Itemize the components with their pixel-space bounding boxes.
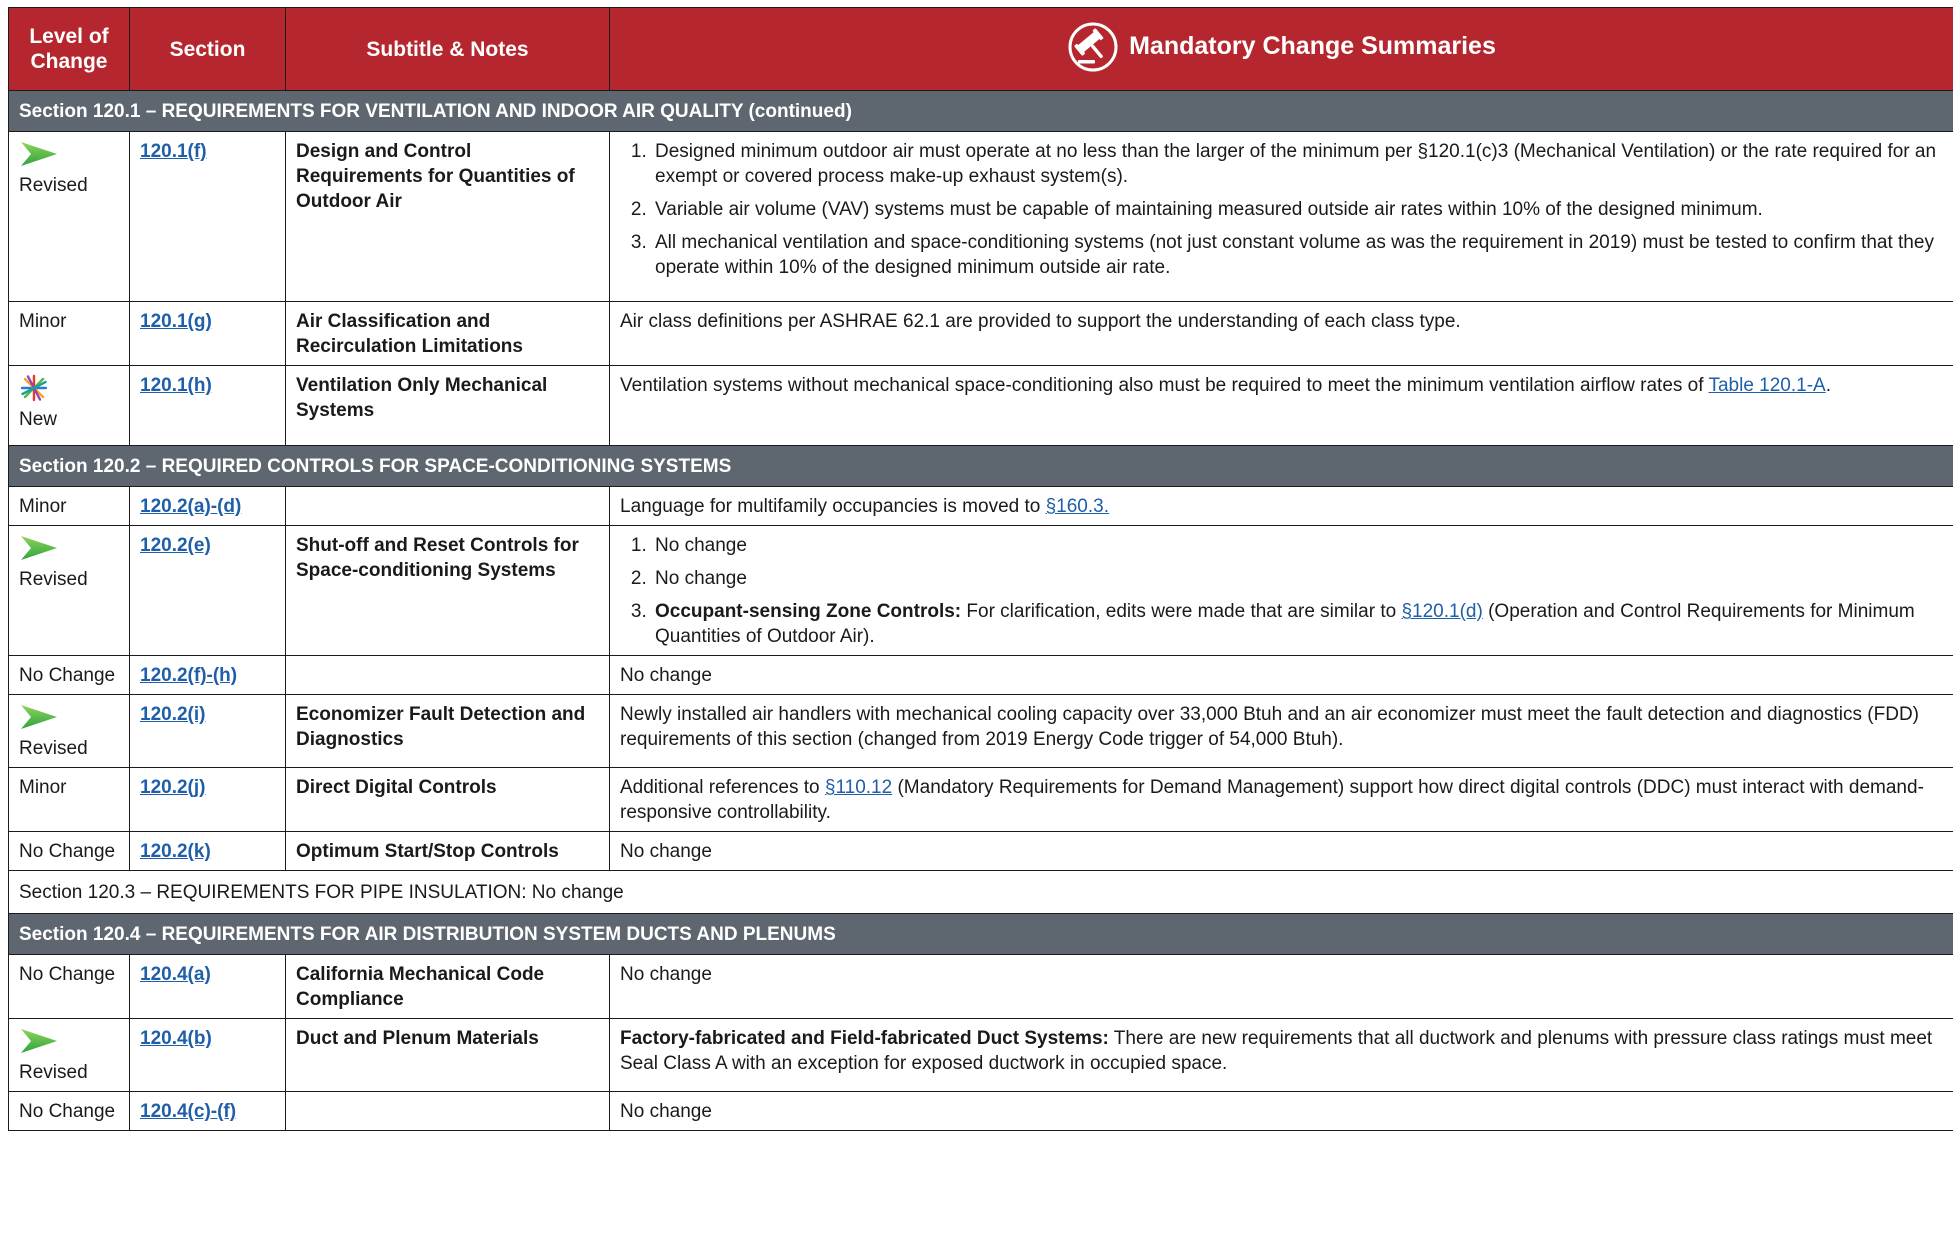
section-link[interactable]: 120.1(g) — [140, 311, 212, 332]
level-cell — [9, 132, 130, 302]
gavel-icon — [1067, 21, 1119, 73]
level-label: New — [19, 409, 58, 430]
change-summary-table — [8, 7, 1953, 1131]
section-cell — [130, 656, 286, 695]
table-row — [9, 366, 1953, 446]
table-row — [9, 955, 1953, 1019]
summary-item: 2. No change — [652, 566, 1943, 591]
subtitle-cell — [286, 366, 610, 446]
subtitle-text: Ventilation Only Mechanical Systems — [296, 375, 548, 421]
summary-cell — [610, 1019, 1953, 1092]
section-header-row — [9, 446, 1953, 487]
table-row — [9, 526, 1953, 656]
summary-text: Ventilation systems without mechanical space-conditioning also must be required to meet the minimum ventilation airflow rates of — [620, 375, 1709, 396]
summary-cell — [610, 487, 1953, 526]
table-row — [9, 768, 1953, 832]
summary-list — [620, 533, 1943, 649]
table-row — [9, 695, 1953, 768]
section-cell — [130, 695, 286, 768]
section-link[interactable]: 120.1(h) — [140, 375, 212, 396]
header-mandatory — [610, 8, 1953, 91]
subtitle-text: Optimum Start/Stop Controls — [296, 841, 559, 862]
subtitle-text: Design and Control Requirements for Quantities of Outdoor Air — [296, 141, 575, 212]
table-row — [9, 1092, 1953, 1131]
level-cell: No Change — [9, 955, 130, 1019]
level-cell: No Change — [9, 832, 130, 871]
section-cell — [130, 1019, 286, 1092]
level-label: Revised — [19, 175, 88, 196]
section-cell — [130, 132, 286, 302]
level-cell — [9, 526, 130, 656]
section-cell — [130, 832, 286, 871]
section-cell — [130, 487, 286, 526]
level-cell — [9, 366, 130, 446]
table-row — [9, 832, 1953, 871]
summary-cell: Newly installed air handlers with mechanical cooling capacity over 33,000 Btuh and an air economizer must meet the fault detection and diagnostics (FDD) requirements of this section (changed from 2019 Energy Code trigger of 54,000 Btuh). — [610, 695, 1953, 768]
summary-item: 1. Designed minimum outdoor air must operate at no less than the larger of the minimum per §120.1(c)3 (Mechanical Ventilation) or the rate required for an exempt or covered process make-up exhaust system(s). — [652, 139, 1943, 189]
subtitle-cell — [286, 132, 610, 302]
level-cell — [9, 695, 130, 768]
section-cell — [130, 955, 286, 1019]
section-header-row — [9, 91, 1953, 132]
subtitle-cell — [286, 656, 610, 695]
summary-text: For clarification, edits were made that are similar to — [961, 601, 1402, 622]
table-row — [9, 487, 1953, 526]
summary-cell — [610, 768, 1953, 832]
section-link[interactable]: 120.4(b) — [140, 1028, 212, 1049]
section-header-row — [9, 914, 1953, 955]
revised-arrow-icon — [19, 1026, 59, 1056]
header-subtitle: Subtitle & Notes — [286, 8, 610, 91]
code-reference-link[interactable]: §110.12 — [824, 777, 893, 798]
header-level: Level of Change — [9, 8, 130, 91]
section-cell — [130, 526, 286, 656]
table-header-row — [9, 8, 1953, 91]
summary-item: 3. All mechanical ventilation and space-conditioning systems (not just constant volume as was the requirement in 2019) must be tested to confirm that they operate within 10% of the designed minimum outside air rate. — [652, 230, 1943, 280]
table-reference-link[interactable]: Table 120.1-A — [1708, 375, 1826, 396]
subtitle-cell — [286, 832, 610, 871]
table-row — [9, 302, 1953, 366]
section-link[interactable]: 120.4(a) — [140, 964, 211, 985]
subtitle-cell — [286, 302, 610, 366]
code-reference-link[interactable]: §120.1(d) — [1401, 601, 1483, 622]
summary-text: . — [1825, 375, 1831, 396]
summary-item: 1. No change — [652, 533, 1943, 558]
section-link[interactable]: 120.2(a)-(d) — [140, 496, 242, 517]
section-cell — [130, 302, 286, 366]
level-cell: Minor — [9, 302, 130, 366]
subtitle-cell — [286, 695, 610, 768]
subtitle-text: California Mechanical Code Compliance — [296, 964, 545, 1010]
subtitle-text: Shut-off and Reset Controls for Space-conditioning Systems — [296, 535, 579, 581]
summary-text: (Mandatory Requirements for Demand Management) support how direct digital controls (DDC) must interact with demand-responsive controllability. — [620, 777, 1924, 823]
section-link[interactable]: 120.2(j) — [140, 777, 206, 798]
section-link[interactable]: 120.2(i) — [140, 704, 206, 725]
summary-text: There are new requirements that all ductwork and plenums with pressure class ratings must meet Seal Class A with an exception for exposed ductwork in occupied space. — [620, 1028, 1933, 1074]
summary-heading: Factory-fabricated and Field-fabricated Duct Systems: — [620, 1028, 1109, 1049]
level-label: Revised — [19, 569, 88, 590]
level-cell: Minor — [9, 487, 130, 526]
subtitle-cell — [286, 1092, 610, 1131]
summary-cell: No change — [610, 955, 1953, 1019]
section-note-row — [9, 871, 1953, 914]
level-cell — [9, 1019, 130, 1092]
new-star-icon — [19, 373, 49, 403]
section-note: Section 120.3 – REQUIREMENTS FOR PIPE INSULATION: No change — [9, 871, 1953, 914]
summary-cell: No change — [610, 832, 1953, 871]
summary-text: Language for multifamily occupancies is moved to — [620, 496, 1046, 517]
section-link[interactable]: 120.4(c)-(f) — [140, 1101, 237, 1122]
summary-item: 2. Variable air volume (VAV) systems must be capable of maintaining measured outside air rates within 10% of the designed minimum. — [652, 197, 1943, 222]
summary-cell: Air class definitions per ASHRAE 62.1 are provided to support the understanding of each class type. — [610, 302, 1953, 366]
subtitle-text: Duct and Plenum Materials — [296, 1028, 539, 1049]
revised-arrow-icon — [19, 533, 59, 563]
summary-text: Additional references to — [620, 777, 825, 798]
level-cell: Minor — [9, 768, 130, 832]
level-cell: No Change — [9, 656, 130, 695]
summary-list — [620, 139, 1943, 280]
summary-cell: No change — [610, 1092, 1953, 1131]
table-row — [9, 132, 1953, 302]
section-title: Section 120.4 – REQUIREMENTS FOR AIR DISTRIBUTION SYSTEM DUCTS AND PLENUMS — [9, 914, 1953, 955]
section-link[interactable]: 120.2(e) — [140, 535, 211, 556]
summary-item-heading: Occupant-sensing Zone Controls: — [655, 601, 962, 622]
table-row — [9, 1019, 1953, 1092]
section-cell — [130, 366, 286, 446]
subtitle-cell — [286, 487, 610, 526]
summary-cell — [610, 366, 1953, 446]
subtitle-text: Economizer Fault Detection and Diagnostics — [296, 704, 586, 750]
summary-cell — [610, 526, 1953, 656]
revised-arrow-icon — [19, 139, 59, 169]
code-reference-link[interactable]: §160.3. — [1045, 496, 1110, 517]
summary-cell — [610, 132, 1953, 302]
section-cell — [130, 1092, 286, 1131]
header-mandatory-label: Mandatory Change Summaries — [1129, 32, 1496, 60]
summary-item — [652, 599, 1943, 649]
summary-cell: No change — [610, 656, 1953, 695]
table-row — [9, 656, 1953, 695]
section-link[interactable]: 120.1(f) — [140, 141, 207, 162]
level-label: Revised — [19, 1062, 88, 1083]
subtitle-cell — [286, 768, 610, 832]
section-title: Section 120.2 – REQUIRED CONTROLS FOR SPACE-CONDITIONING SYSTEMS — [9, 446, 1953, 487]
section-title: Section 120.1 – REQUIREMENTS FOR VENTILATION AND INDOOR AIR QUALITY (continued) — [9, 91, 1953, 132]
section-cell — [130, 768, 286, 832]
level-cell: No Change — [9, 1092, 130, 1131]
section-link[interactable]: 120.2(f)-(h) — [140, 665, 238, 686]
revised-arrow-icon — [19, 702, 59, 732]
subtitle-cell — [286, 955, 610, 1019]
subtitle-cell — [286, 1019, 610, 1092]
section-link[interactable]: 120.2(k) — [140, 841, 211, 862]
header-section: Section — [130, 8, 286, 91]
level-label: Revised — [19, 738, 88, 759]
subtitle-text: Air Classification and Recirculation Limitations — [296, 311, 523, 357]
summary-text: (Operation and Control Requirements for Minimum Quantities of Outdoor Air). — [655, 601, 1915, 647]
subtitle-cell — [286, 526, 610, 656]
subtitle-text: Direct Digital Controls — [296, 777, 497, 798]
